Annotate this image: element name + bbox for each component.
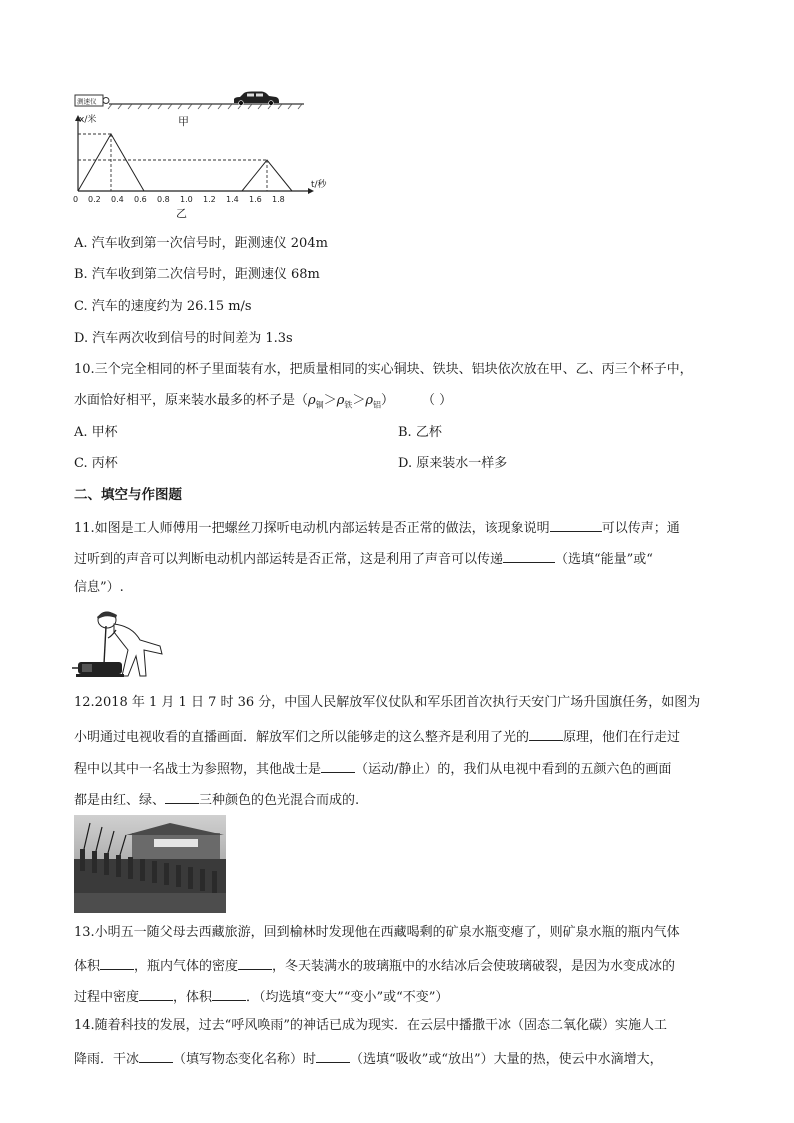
rho-sub-aluminum: 铝 (373, 400, 382, 410)
worker-motor-illustration (72, 606, 172, 682)
x-tick-label: 0 (73, 195, 79, 204)
speed-measure-diagram (72, 90, 332, 222)
x-tick-label: 0.2 (88, 195, 101, 204)
q12-line4 (74, 790, 359, 809)
q14-text: 降雨．干冰 (74, 1052, 140, 1067)
answer-blank[interactable] (139, 1049, 173, 1063)
section-title: 二、填空与作图题 (74, 487, 182, 503)
label-jia: 甲 (178, 115, 189, 128)
q13-text: ，体积 (173, 990, 213, 1005)
answer-blank[interactable] (321, 759, 355, 773)
q9-option-c: C. 汽车的速度约为 26.15 m/s (74, 299, 252, 314)
q13-line2 (74, 956, 675, 975)
worker-arm (108, 630, 116, 638)
q12-text: 程中以其中一名战士为参照物，其他战士是 (74, 762, 322, 777)
x-tick-label: 1.0 (180, 195, 193, 204)
label-yi: 乙 (176, 207, 187, 220)
q12-text: 原理，他们在行走过 (563, 730, 681, 745)
q11-figure (72, 606, 172, 682)
motor-base (76, 674, 124, 677)
q14-line2 (74, 1049, 663, 1068)
car-icon (234, 92, 279, 106)
q11-text: 11.如图是工人师傅用一把螺丝刀探听电动机内部运转是否正常的做法，该现象说明 (74, 521, 550, 536)
ground (74, 893, 226, 913)
answer-blank[interactable] (100, 956, 134, 970)
q13-line1: 13.小明五一随父母去西藏旅游，回到榆林时发现他在西藏喝剩的矿泉水瓶变瘪了，则矿泉水瓶的瓶内气体 (74, 925, 680, 940)
answer-blank[interactable] (503, 549, 555, 563)
q13-text: ，瓶内气体的密度 (134, 959, 239, 974)
greater-than: ＞ (323, 393, 337, 408)
q9-option-a: A. 汽车收到第一次信号时，距测速仪 204m (74, 236, 328, 251)
q14-text: （填写物态变化名称）时 (173, 1052, 317, 1067)
q14-text: （选填“吸收”或“放出”）大量的热，使云中水滴增大， (350, 1052, 663, 1067)
q11-line1 (74, 518, 680, 537)
rho-sub-iron: 铁 (344, 400, 353, 410)
q12-figure (74, 815, 226, 913)
x-tick-label: 1.4 (226, 195, 239, 204)
x-tick-label: 1.2 (203, 195, 216, 204)
q12-line3 (74, 759, 671, 778)
q12-text: （运动/静止）的，我们从电视中看到的五颜六色的画面 (355, 762, 672, 777)
x-tick-label: 1.6 (249, 195, 262, 204)
close-paren: ） (381, 393, 395, 408)
answer-blank[interactable] (550, 518, 602, 532)
answer-blank[interactable] (316, 1049, 350, 1063)
q12-text: 都是由红、绿、 (74, 793, 166, 808)
x-tick-label: 0.8 (157, 195, 170, 204)
x-tick-label: 1.8 (272, 195, 285, 204)
screwdriver (104, 626, 106, 664)
rho-symbol: ρ (365, 393, 374, 408)
q13-text: ．（均选填“变大”“变小”或“不变”） (246, 990, 449, 1005)
answer-paren: （ ） (422, 393, 453, 408)
x-tick-label: 0.6 (134, 195, 147, 204)
q13-line3 (74, 987, 448, 1006)
q9-figure (72, 90, 332, 222)
q11-line2 (74, 549, 653, 568)
greater-than: ＞ (352, 393, 366, 408)
q10-stem-line1: 10.三个完全相同的杯子里面装有水，把质量相同的实心铜块、铁块、铝块依次放在甲、乙、丙三个杯子中， (74, 362, 693, 377)
answer-blank[interactable] (212, 987, 246, 1001)
answer-blank[interactable] (238, 956, 272, 970)
motor-end (82, 664, 92, 672)
answer-blank[interactable] (139, 987, 173, 1001)
q11-line3: 信息”）. (74, 580, 124, 595)
q13-text: 过程中密度 (74, 990, 140, 1005)
q13-text: ，冬天装满水的玻璃瓶中的水结冰后会使玻璃破裂，是因为水变成冰的 (272, 959, 676, 974)
q11-text: 过听到的声音可以判断电动机内部运转是否正常，这是利用了声音可以传递 (74, 552, 504, 567)
q9-option-b: B. 汽车收到第二次信号时，距测速仪 68m (74, 267, 320, 282)
x-axis-label: t/秒 (311, 180, 327, 190)
rho-symbol: ρ (336, 393, 345, 408)
x-tick-labels (73, 195, 285, 204)
gate-banner (154, 839, 198, 847)
q10-stem-line2 (74, 393, 452, 414)
answer-blank[interactable] (529, 727, 563, 741)
q12-line2 (74, 727, 680, 746)
q13-text: 体积 (74, 959, 101, 974)
honor-guard-photo (74, 815, 226, 913)
q12-line1: 12.2018 年 1 月 1 日 7 时 36 分，中国人民解放军仪仗队和军乐团首次执行天安门广场升国旗任务，如图为 (74, 695, 701, 710)
answer-blank[interactable] (165, 790, 199, 804)
speed-gun-lens (103, 98, 109, 104)
speed-gun-label: 测速仪 (77, 97, 97, 106)
q12-text: 三种颜色的色光混合而成的. (199, 793, 360, 808)
rho-sub-copper: 铜 (315, 400, 324, 410)
q10-option-a: A. 甲杯 (74, 425, 118, 440)
q10-option-b: B. 乙杯 (398, 425, 442, 440)
q11-text: 可以传声；通 (601, 521, 680, 536)
x-tick-label: 0.4 (111, 195, 124, 204)
y-axis-label: x/米 (79, 115, 97, 125)
q11-text: （选填“能量”或“ (555, 552, 653, 567)
q9-option-d: D. 汽车两次收到信号的时间差为 1.3s (74, 331, 293, 346)
q10-stem-text: 水面恰好相平，原来装水最多的杯子是（ (74, 393, 309, 408)
q12-text: 小明通过电视收看的直播画面．解放军们之所以能够走的这么整齐是利用了光的 (74, 730, 530, 745)
signal-1-path (78, 134, 144, 191)
rho-symbol: ρ (308, 393, 316, 408)
q10-option-c: C. 丙杯 (74, 456, 118, 471)
q14-line1: 14.随着科技的发展，过去“呼风唤雨”的神话已成为现实．在云层中播撒干冰（固态二氧化碳）实施人工 (74, 1018, 667, 1033)
q10-option-d: D. 原来装水一样多 (398, 456, 508, 471)
